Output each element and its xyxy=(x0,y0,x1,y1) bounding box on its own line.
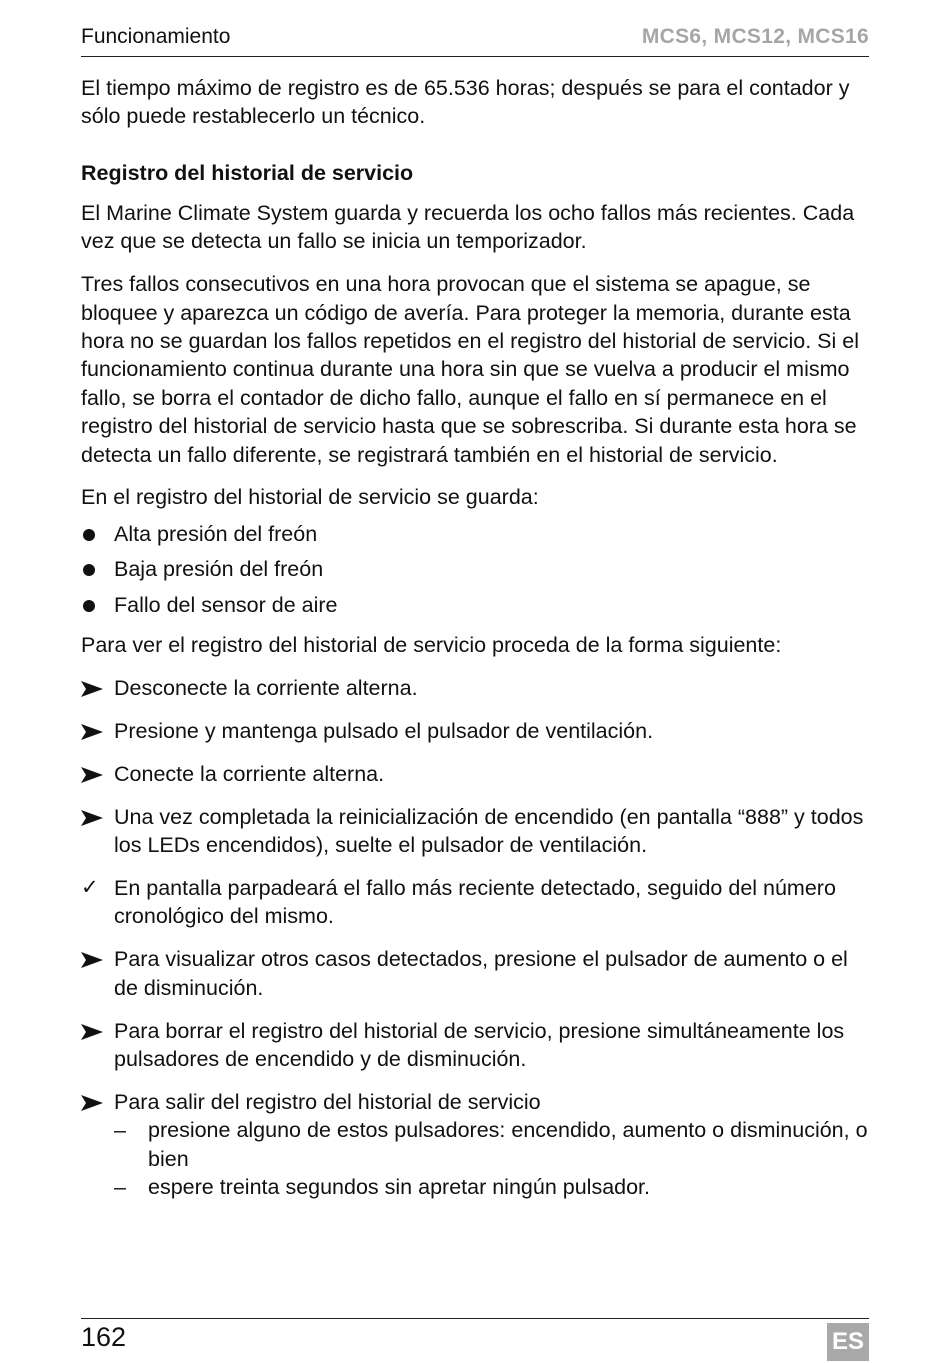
step-item xyxy=(81,674,869,702)
language-badge: ES xyxy=(827,1323,869,1361)
step-item xyxy=(81,717,869,745)
step-item xyxy=(81,945,869,1002)
page-footer xyxy=(81,1318,869,1363)
paragraph: En el registro del historial de servicio se guarda: xyxy=(81,485,539,510)
step-item xyxy=(81,1088,869,1202)
bullet-icon xyxy=(83,564,95,576)
list-item-text: Alta presión del freón xyxy=(114,521,318,546)
list-item xyxy=(81,591,869,619)
paragraph: Tres fallos consecutivos en una hora provocan que el sistema se apague, se bloquee y aparezca un código de avería. Para proteger la memoria, durante esta hora no se guardan los fallos repetidos en el registro del historial de servicio. Si el funcionamiento continua durante una hora sin que se vuelva a producir el mismo fallo, se borra el contador de dicho fallo, aunque el fallo en sí permanece en el registro del historial de servicio hasta que se sobrescriba. Si durante esta hora se detecta un fallo diferente, se registrará también en el historial de servicio. xyxy=(81,272,860,467)
result-text: En pantalla parpadeará el fallo más reciente detectado, seguido del número cronológico del mismo. xyxy=(114,876,836,929)
step-item xyxy=(81,760,869,788)
exit-options-list xyxy=(114,1116,869,1201)
intro-paragraph: El tiempo máximo de registro es de 65.536 horas; después se para el contador y sólo puede restablecerlo un técnico. xyxy=(81,76,850,129)
step-text: Presione y mantenga pulsado el pulsador de ventilación. xyxy=(114,718,654,743)
sub-item xyxy=(114,1173,869,1201)
list-item-text: Fallo del sensor de aire xyxy=(114,592,338,617)
procedure-steps xyxy=(81,674,869,1202)
arrow-icon xyxy=(81,724,103,740)
step-item xyxy=(81,1017,869,1074)
dash-icon: – xyxy=(114,1175,126,1200)
sub-item-text: presione alguno de estos pulsadores: encendido, aumento o disminución, o bien xyxy=(148,1118,868,1171)
result-item xyxy=(81,874,869,931)
paragraph: El Marine Climate System guarda y recuerda los ocho fallos más recientes. Cada vez que se detecta un fallo se inicia un temporizador. xyxy=(81,200,855,254)
bullet-icon xyxy=(83,600,95,612)
step-text: Conecte la corriente alterna. xyxy=(114,761,385,786)
model-names: MCS6, MCS12, MCS16 xyxy=(641,25,869,48)
step-text: Una vez completada la reinicialización de encendido (en pantalla “888” y todos los LEDs encendidos), suelte el pulsador de ventilación. xyxy=(114,804,864,858)
page-header xyxy=(81,24,869,57)
page-number: 162 xyxy=(81,1322,127,1352)
list-item-text: Baja presión del freón xyxy=(114,557,324,582)
arrow-icon xyxy=(81,767,103,783)
arrow-icon xyxy=(81,1095,103,1111)
step-text: Para salir del registro del historial de servicio xyxy=(114,1089,541,1114)
steps-intro: Para ver el registro del historial de servicio proceda de la forma siguiente: xyxy=(81,633,782,658)
step-text: Desconecte la corriente alterna. xyxy=(114,676,418,700)
list-item xyxy=(81,555,869,583)
arrow-icon xyxy=(81,810,103,826)
step-text: Para visualizar otros casos detectados, presione el pulsador de aumento o el de disminución. xyxy=(114,947,848,1000)
list-item xyxy=(81,520,869,548)
sub-item-text: espere treinta segundos sin apretar ningún pulsador. xyxy=(148,1175,651,1200)
arrow-icon xyxy=(81,952,103,968)
arrow-icon xyxy=(81,681,103,697)
step-text: Para borrar el registro del historial de servicio, presione simultáneamente los pulsadores de encendido y de disminución. xyxy=(114,1018,845,1072)
stored-faults-list xyxy=(81,520,869,619)
bullet-icon xyxy=(83,529,95,541)
section-heading: Registro del historial de servicio xyxy=(81,160,414,185)
arrow-icon xyxy=(81,1024,103,1040)
sub-item xyxy=(114,1116,869,1173)
step-item xyxy=(81,803,869,860)
page-content xyxy=(81,74,869,1216)
dash-icon: – xyxy=(114,1118,126,1143)
section-title: Funcionamiento xyxy=(81,25,231,48)
check-icon: ✓ xyxy=(81,876,99,900)
